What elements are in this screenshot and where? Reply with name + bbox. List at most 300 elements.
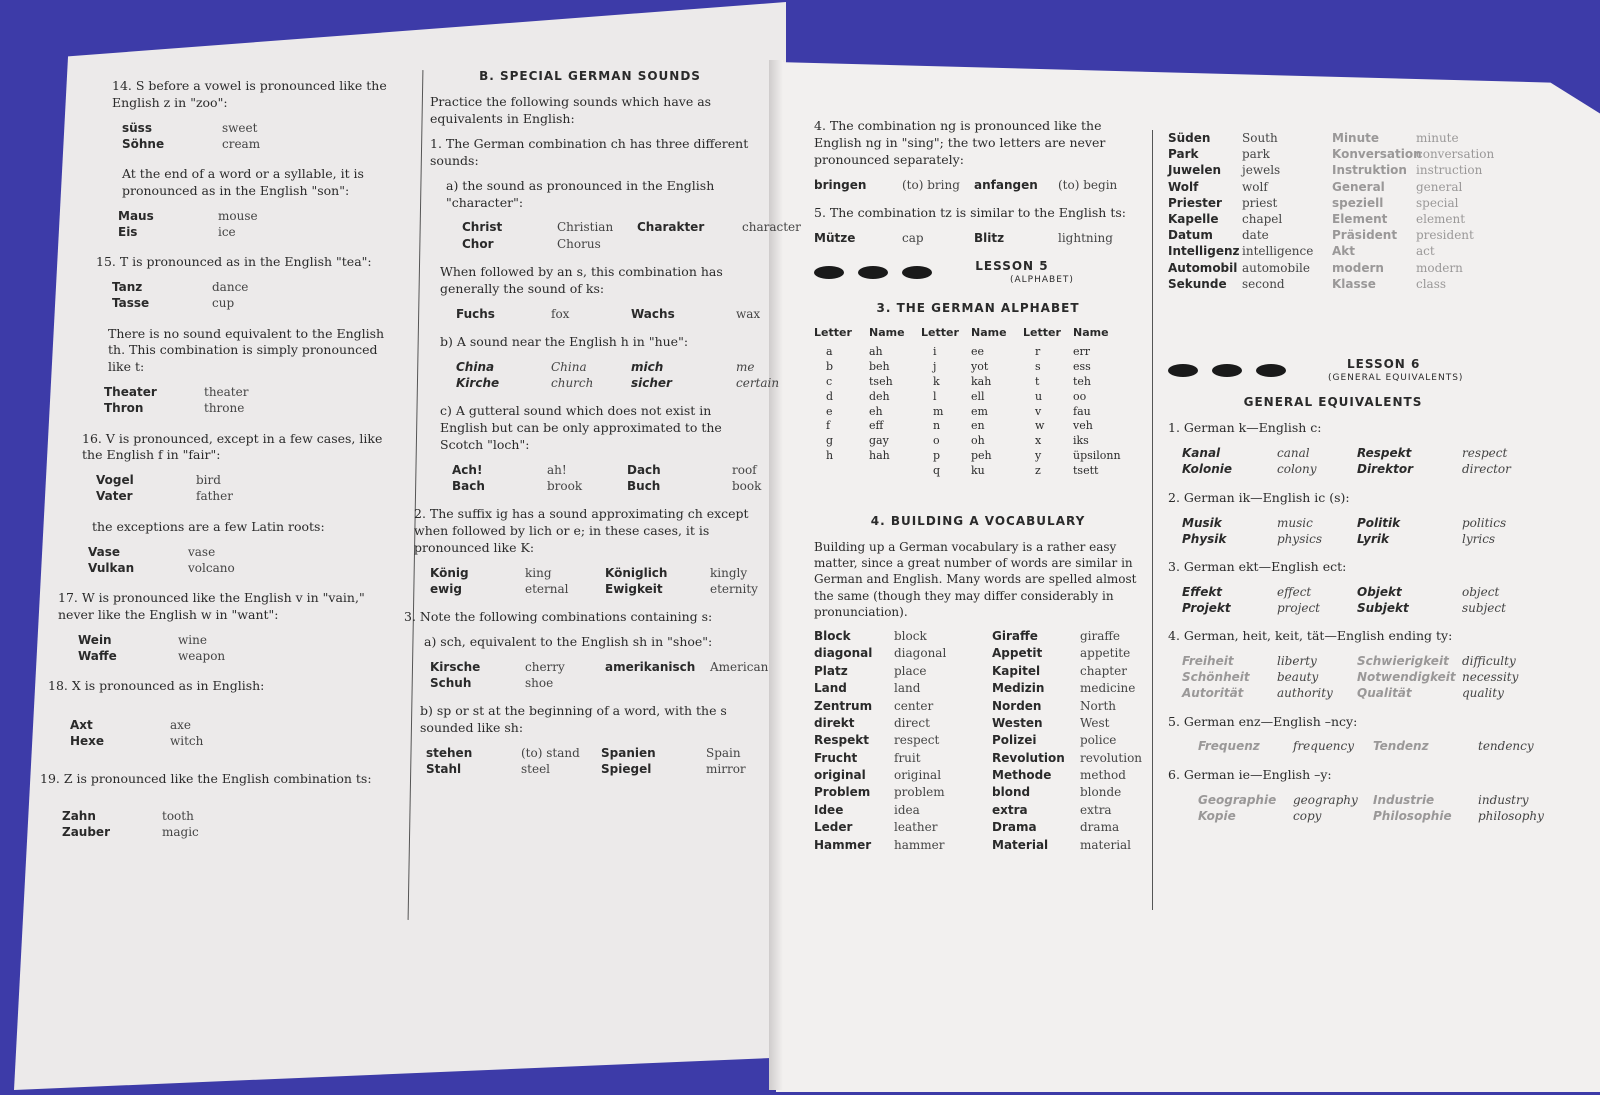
german-word: Kanal <box>1182 446 1221 461</box>
english-word: volcano <box>188 560 235 575</box>
english-word: element <box>1416 211 1466 226</box>
german-word: Blitz <box>974 230 1005 245</box>
german-word: Respekt <box>1357 446 1412 461</box>
german-word: Politik <box>1357 515 1401 530</box>
english-word: act <box>1416 244 1435 259</box>
alphabet-name: teh <box>1073 374 1092 388</box>
english-word: revolution <box>1080 750 1143 765</box>
alphabet-name: oo <box>1073 389 1087 403</box>
pair-list <box>814 177 1142 193</box>
german-word: Drama <box>992 820 1037 835</box>
english-word: date <box>1242 228 1269 243</box>
german-word: Hammer <box>814 837 872 852</box>
english-word: (to) stand <box>521 745 580 760</box>
rule-16b: the exceptions are a few Latin roots: <box>92 518 325 534</box>
english-word: American <box>710 659 769 674</box>
rule-18: 18. X is pronounced as in English: <box>48 678 265 693</box>
rule-17: 17. W is pronounced like the English v in "vain," never like the English w in "want": <box>58 589 365 622</box>
english-word: North <box>1080 698 1117 713</box>
german-word: Methode <box>992 768 1052 783</box>
right-column-divider <box>1152 130 1153 910</box>
english-word: instruction <box>1416 163 1483 178</box>
german-word: Maus <box>118 208 154 223</box>
sound-1b: b) A sound near the English h in "hue": <box>440 333 689 349</box>
english-word: China <box>551 359 587 374</box>
german-word: Priester <box>1168 195 1222 210</box>
english-word: dance <box>212 280 249 295</box>
english-word: authority <box>1277 686 1333 701</box>
german-word: Respekt <box>814 733 869 748</box>
german-word: Mütze <box>814 230 856 245</box>
english-word: object <box>1462 584 1500 599</box>
english-word: sweet <box>222 120 258 135</box>
german-word: China <box>456 359 495 374</box>
german-word: Philosophie <box>1373 808 1452 823</box>
german-word: Kopie <box>1198 808 1236 823</box>
general-equivalents-title: GENERAL EQUIVALENTS <box>1243 395 1423 410</box>
alphabet-letter: t <box>1035 374 1040 388</box>
german-word: modern <box>1332 260 1384 275</box>
german-word: Lyrik <box>1357 531 1389 546</box>
english-word: vase <box>188 544 216 559</box>
equivalent-2: 2. German ik—English ic (s): <box>1168 489 1350 505</box>
alphabet-letter: r <box>1035 345 1041 359</box>
english-word: shoe <box>525 675 554 690</box>
english-word: class <box>1416 276 1447 291</box>
english-word: beauty <box>1277 670 1319 685</box>
alphabet-name: ah <box>869 345 883 359</box>
english-word: original <box>894 768 942 783</box>
english-word: West <box>1080 715 1110 730</box>
alphabet-letter: q <box>933 463 941 477</box>
english-word: subject <box>1462 600 1506 615</box>
alphabet-header: Letter <box>921 326 959 340</box>
pair-list <box>430 565 758 597</box>
german-word: Schuh <box>430 675 472 690</box>
alphabet-header: Letter <box>1023 326 1061 340</box>
alphabet-letter: y <box>1035 449 1042 463</box>
alphabet-letter: x <box>1035 434 1042 448</box>
alphabet-letter: l <box>933 389 937 403</box>
english-word: (to) bring <box>902 177 960 192</box>
alphabet-letter: c <box>826 374 833 388</box>
english-word: church <box>551 375 594 390</box>
pair-list <box>70 717 402 749</box>
german-word: speziell <box>1332 195 1384 210</box>
continued-vocabulary <box>1168 130 1498 292</box>
english-word: place <box>894 663 927 678</box>
english-word: character <box>742 220 801 235</box>
german-word: Intelligenz <box>1168 244 1240 259</box>
alphabet-name: em <box>971 404 988 418</box>
english-word: king <box>525 565 552 580</box>
english-word: ah! <box>547 462 567 477</box>
english-word: roof <box>732 462 757 477</box>
pair-list <box>82 279 402 311</box>
german-word: Hexe <box>70 734 105 749</box>
vocabulary-title: 4. BUILDING A VOCABULARY <box>870 513 1086 528</box>
german-word: Objekt <box>1357 584 1402 599</box>
pair-list <box>430 659 769 691</box>
alphabet-letter: w <box>1035 419 1045 433</box>
german-word: Vogel <box>96 473 134 488</box>
english-word: philosophy <box>1478 808 1544 823</box>
german-word: original <box>814 768 866 783</box>
alphabet-letter: u <box>1035 389 1043 403</box>
english-word <box>710 675 780 691</box>
english-word: theater <box>204 385 249 400</box>
alphabet-header: Name <box>1073 326 1109 340</box>
alphabet-letter: b <box>826 360 834 374</box>
vocabulary-table <box>814 628 1142 854</box>
english-word: axe <box>170 717 192 732</box>
alphabet-name: tseh <box>869 374 893 388</box>
german-word: Westen <box>992 715 1043 730</box>
rule-19: 19. Z is pronounced like the English combination ts: <box>40 771 372 787</box>
german-word: diagonal <box>814 646 873 661</box>
german-word: Physik <box>1182 531 1227 546</box>
english-word: Chorus <box>557 236 601 251</box>
pair-list <box>1168 738 1534 754</box>
english-word: lyrics <box>1462 531 1496 546</box>
english-word: mirror <box>706 762 746 777</box>
pair-list <box>82 208 402 240</box>
alphabet-title: 3. THE GERMAN ALPHABET <box>876 301 1080 316</box>
sound-1a-note: When followed by an s, this combination has generally the sound of ks: <box>440 263 723 296</box>
english-word: me <box>736 359 755 374</box>
alphabet-letter: f <box>826 419 831 433</box>
right-column-2 <box>1168 130 1544 836</box>
english-word: lightning <box>1058 230 1113 245</box>
german-word: Land <box>814 681 847 696</box>
german-word: Zentrum <box>814 698 873 713</box>
alphabet-name: ell <box>971 389 985 403</box>
english-word: wax <box>736 306 761 321</box>
lesson-6-subtitle: (GENERAL EQUIVALENTS) <box>1328 373 1464 384</box>
german-word: Leder <box>814 820 853 835</box>
pair-list <box>1168 653 1519 702</box>
sound-3a: a) sch, equivalent to the English sh in "shoe": <box>424 633 713 649</box>
pair-list <box>430 306 761 322</box>
german-word: Klasse <box>1332 276 1376 291</box>
english-word <box>742 236 812 252</box>
german-word: Frucht <box>814 750 858 765</box>
equivalent-4: 4. German, heit, keit, tät—English ending ty: <box>1168 628 1453 644</box>
english-word: second <box>1242 276 1285 291</box>
sound-1a: a) the sound as pronounced in the English "character": <box>446 177 715 210</box>
english-word: bird <box>196 473 221 488</box>
german-word: Spanien <box>601 745 656 760</box>
alphabet-letter: g <box>826 434 834 448</box>
german-word: mich <box>631 359 664 374</box>
english-word: appetite <box>1080 646 1131 661</box>
german-word: Spiegel <box>601 762 652 777</box>
german-word: Geographie <box>1198 792 1277 807</box>
german-word: Dach <box>627 462 661 477</box>
german-word: Revolution <box>992 750 1065 765</box>
pair-list <box>62 808 402 840</box>
english-word: eternal <box>525 581 569 596</box>
english-word: automobile <box>1242 260 1310 275</box>
german-word: Zahn <box>62 809 96 824</box>
german-word: Problem <box>814 785 871 800</box>
german-word: Idee <box>814 802 844 817</box>
german-word: Präsident <box>1332 228 1398 243</box>
english-word: necessity <box>1462 670 1519 685</box>
english-word: minute <box>1416 131 1459 145</box>
english-word: director <box>1462 462 1511 477</box>
english-word: cup <box>212 296 235 311</box>
lesson-5-banner <box>814 258 1142 286</box>
german-word: Qualität <box>1357 686 1412 701</box>
alphabet-letter: i <box>933 345 937 359</box>
german-word: Bach <box>452 478 485 493</box>
german-word: Tendenz <box>1373 739 1429 754</box>
alphabet-letter: o <box>933 434 940 448</box>
alphabet-name: yot <box>971 360 989 374</box>
alphabet-header: Name <box>971 326 1007 340</box>
german-word: Konversation <box>1332 147 1422 162</box>
german-word: Automobil <box>1168 260 1238 275</box>
english-word: certain <box>736 375 780 390</box>
rule-14: 14. S before a vowel is pronounced like the English z in "zoo": <box>112 78 387 110</box>
alphabet-name: tsett <box>1073 463 1099 477</box>
german-word: Chor <box>462 236 494 251</box>
alphabet-table <box>814 326 1142 478</box>
german-word: Theater <box>104 385 157 400</box>
alphabet-letter: v <box>1035 404 1042 418</box>
german-word: Instruktion <box>1332 163 1407 178</box>
english-word: police <box>1080 733 1117 748</box>
english-word: extra <box>1080 802 1112 817</box>
english-word: canal <box>1277 446 1310 461</box>
english-word: special <box>1416 195 1459 210</box>
english-word: diagonal <box>894 646 947 661</box>
german-word: Wachs <box>631 306 675 321</box>
alphabet-letter: p <box>933 449 941 463</box>
alphabet-letter: e <box>826 404 833 418</box>
german-word <box>605 675 710 691</box>
alphabet-letter: m <box>933 404 944 418</box>
alphabet-name: ee <box>971 345 985 359</box>
equivalent-5: 5. German enz—English –ncy: <box>1168 713 1358 729</box>
english-word: book <box>732 478 762 493</box>
english-word: ice <box>218 225 236 240</box>
english-word: weapon <box>178 648 226 663</box>
right-column-1 <box>814 118 1142 854</box>
english-word: idea <box>894 802 920 817</box>
english-word: priest <box>1242 195 1278 210</box>
pair-list <box>82 544 402 576</box>
alphabet-letter: d <box>826 389 834 403</box>
english-word: brook <box>547 478 583 493</box>
pair-list <box>1168 584 1506 616</box>
german-word: König <box>430 565 469 580</box>
english-word: Spain <box>706 745 741 760</box>
english-word: cream <box>222 136 261 151</box>
sound-1: 1. The German combination ch has three different sounds: <box>430 135 749 168</box>
german-word: Fuchs <box>456 306 495 321</box>
alphabet-name <box>869 464 921 479</box>
english-word: general <box>1416 179 1463 194</box>
english-word: mouse <box>218 208 258 223</box>
german-word: Park <box>1168 147 1199 162</box>
pair-list <box>430 462 762 494</box>
german-word: bringen <box>814 177 867 192</box>
english-word: witch <box>170 734 204 749</box>
german-word: Industrie <box>1373 792 1435 807</box>
german-word: Medizin <box>992 681 1045 696</box>
alphabet-header: Letter <box>814 326 852 340</box>
english-word: quality <box>1462 686 1504 701</box>
german-word: Vater <box>96 489 133 504</box>
german-word: süss <box>122 120 152 135</box>
german-word: Element <box>1332 211 1388 226</box>
pair-list <box>1168 792 1544 824</box>
german-word: Süden <box>1168 131 1211 145</box>
equivalent-1: 1. German k—English c: <box>1168 420 1322 436</box>
german-word: Christ <box>462 220 503 235</box>
sound-1c: c) A gutteral sound which does not exist in English but can be only approximated to the Scotch "loch": <box>440 403 722 452</box>
german-word: Ewigkeit <box>605 581 663 596</box>
german-word: extra <box>992 802 1028 817</box>
english-word: industry <box>1478 792 1529 807</box>
german-word: Kolonie <box>1182 462 1233 477</box>
english-word: music <box>1277 515 1313 530</box>
alphabet-name: en <box>971 419 985 433</box>
german-word: Notwendigkeit <box>1357 670 1456 685</box>
alphabet-letter: a <box>826 345 833 359</box>
alphabet-name: beh <box>869 360 890 374</box>
english-word: throne <box>204 401 245 416</box>
german-word: Thron <box>104 401 144 416</box>
alphabet-name: deh <box>869 389 890 403</box>
english-word: frequency <box>1293 739 1355 754</box>
sound-4: 4. The combination ng is pronounced like the English ng in "sing"; the two letters are never pronounced separately: <box>814 118 1106 167</box>
pair-list <box>1168 515 1507 547</box>
english-word: giraffe <box>1080 628 1121 643</box>
lesson-6-banner <box>1168 356 1498 384</box>
english-word: politics <box>1462 515 1507 530</box>
german-word: Freiheit <box>1182 654 1234 669</box>
german-word: Kirche <box>456 375 500 390</box>
german-word: Eis <box>118 225 138 240</box>
german-word: Vase <box>88 544 121 559</box>
english-word: land <box>894 681 921 696</box>
german-word: Effekt <box>1182 584 1223 599</box>
alphabet-letter: z <box>1035 463 1041 477</box>
german-word: Subjekt <box>1357 600 1409 615</box>
english-word: leather <box>894 820 938 835</box>
sound-5: 5. The combination tz is similar to the English ts: <box>814 204 1126 220</box>
english-word: respect <box>1462 446 1508 461</box>
english-word: block <box>894 628 927 643</box>
ink-blot-icon <box>1256 364 1286 377</box>
alphabet-letter <box>814 464 869 479</box>
alphabet-header: Name <box>869 326 905 340</box>
rule-15: 15. T is pronounced as in the English "tea": <box>96 254 372 270</box>
german-word: Frequenz <box>1198 739 1260 754</box>
german-word: amerikanisch <box>605 659 696 674</box>
english-word: wine <box>178 632 207 647</box>
english-word: cherry <box>525 659 565 674</box>
alphabet-name: peh <box>971 449 992 463</box>
rule-15b: There is no sound equivalent to the English th. This combination is simply pronounced like t: <box>108 325 385 375</box>
english-word: difficulty <box>1462 654 1516 669</box>
alphabet-name: err <box>1073 345 1091 359</box>
german-word: Tanz <box>112 280 143 295</box>
german-word: Schönheit <box>1182 670 1250 685</box>
german-word: Musik <box>1182 515 1222 530</box>
rule-14b: At the end of a word or a syllable, it is pronounced as in the English "son": <box>122 166 364 198</box>
german-word: Juwelen <box>1168 163 1222 178</box>
german-word: Kirsche <box>430 659 481 674</box>
english-word: fox <box>551 306 570 321</box>
english-word: (to) begin <box>1058 177 1118 192</box>
german-word <box>637 236 742 252</box>
german-word: Norden <box>992 698 1042 713</box>
german-word: direkt <box>814 715 855 730</box>
german-word: Waffe <box>78 648 117 663</box>
alphabet-name: hah <box>869 449 890 463</box>
pair-list <box>814 230 1142 246</box>
sound-2: 2. The suffix ig has a sound approximating ch except when followed by lich or e; in these cases, it is pronounced like K: <box>414 506 749 555</box>
english-word: cap <box>902 230 924 245</box>
english-word: father <box>196 489 233 504</box>
alphabet-name: eh <box>869 404 883 418</box>
alphabet-name: eff <box>869 419 884 433</box>
german-word: Projekt <box>1182 600 1231 615</box>
english-word: method <box>1080 768 1126 783</box>
english-word: park <box>1242 147 1270 162</box>
alphabet-name: veh <box>1073 419 1093 433</box>
german-word: Vulkan <box>88 560 135 575</box>
english-word: liberty <box>1277 654 1317 669</box>
german-word: Kapelle <box>1168 211 1219 226</box>
german-word: Ach! <box>452 462 483 477</box>
english-word: tooth <box>162 809 194 824</box>
english-word: wolf <box>1242 179 1268 194</box>
english-word: copy <box>1293 808 1322 823</box>
english-word: president <box>1416 228 1474 243</box>
german-word: Polizei <box>992 733 1037 748</box>
ink-blot-icon <box>1168 364 1198 377</box>
english-word: conversation <box>1416 147 1495 162</box>
german-word: blond <box>992 785 1031 800</box>
german-word: Direktor <box>1357 462 1414 477</box>
pair-list <box>1168 445 1511 477</box>
intro-text: Practice the following sounds which have as equivalents in English: <box>430 94 712 127</box>
german-word: General <box>1332 179 1385 194</box>
german-word: Akt <box>1332 244 1356 259</box>
pair-list <box>82 472 402 504</box>
german-word: stehen <box>426 745 473 760</box>
english-word: medicine <box>1080 681 1136 696</box>
english-word: chapel <box>1242 211 1283 226</box>
german-word: Wein <box>78 632 112 647</box>
equivalent-6: 6. German ie—English –y: <box>1168 766 1332 782</box>
german-word: Wolf <box>1168 179 1199 194</box>
section-heading: B. SPECIAL GERMAN SOUNDS <box>479 69 701 83</box>
alphabet-letter: k <box>933 374 940 388</box>
german-word: Stahl <box>426 762 462 777</box>
pair-list <box>82 384 402 416</box>
german-word: Autorität <box>1182 686 1244 701</box>
ink-blot-icon <box>1212 364 1242 377</box>
german-word: Charakter <box>637 220 705 235</box>
english-word: hammer <box>894 837 945 852</box>
german-word: Material <box>992 837 1049 852</box>
